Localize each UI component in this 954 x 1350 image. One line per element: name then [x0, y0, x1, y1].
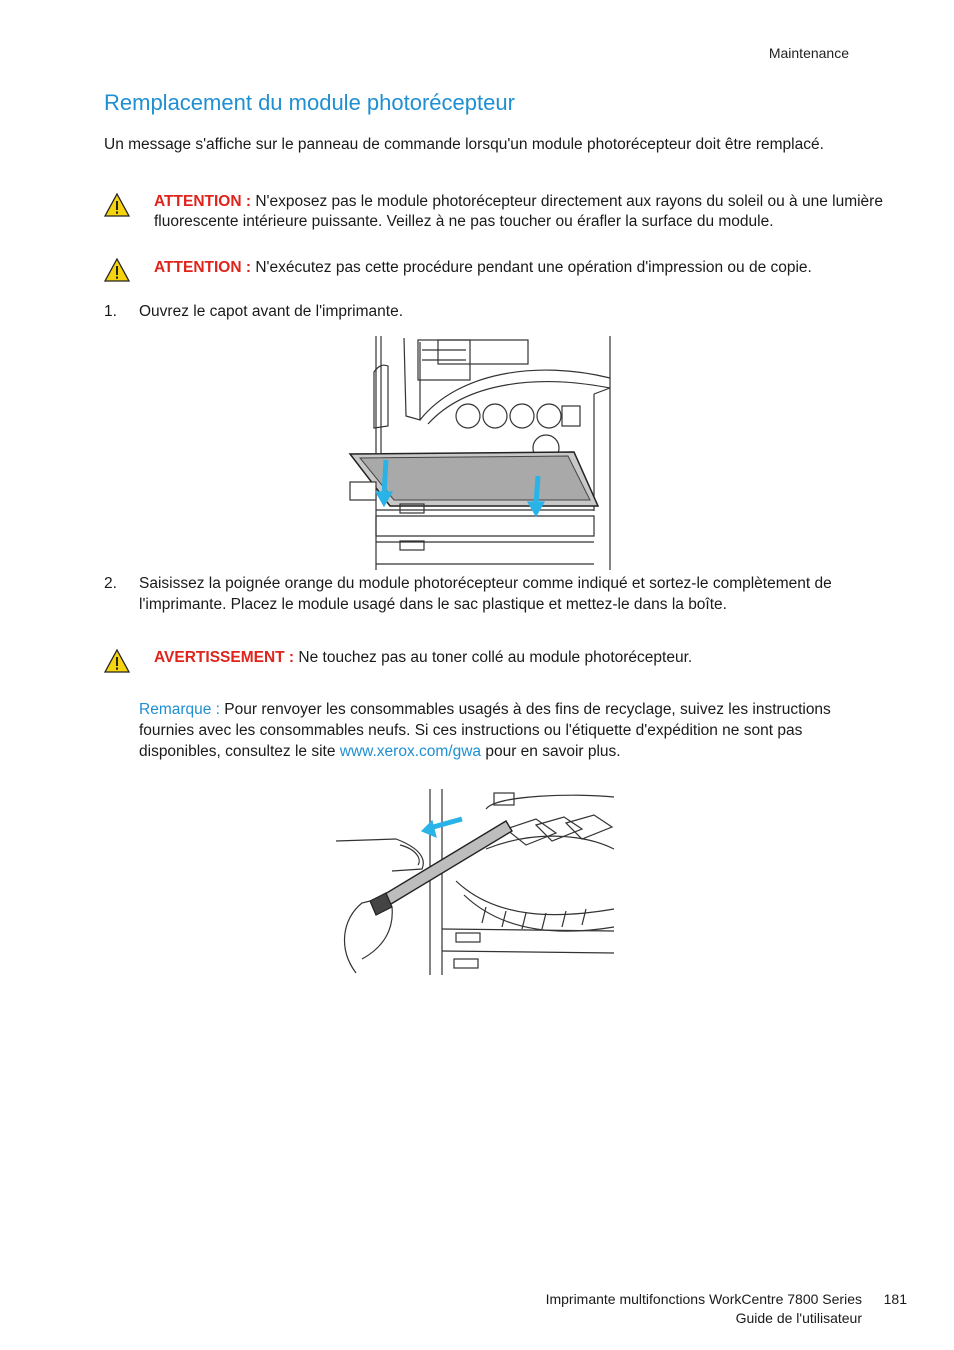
intro-paragraph: Un message s'affiche sur le panneau de commande lorsqu'un module photorécepteur doit être remplacé. — [104, 136, 824, 153]
running-header: Maintenance — [768, 45, 849, 61]
page-title: Remplacement du module photorécepteur — [104, 90, 515, 115]
caution-label: ATTENTION : — [154, 193, 252, 210]
step-number: 2. — [104, 575, 117, 592]
caution-block-1 — [104, 191, 894, 235]
step-2 — [104, 573, 854, 639]
step-text: Ouvrez le capot avant de l'imprimante. — [139, 303, 403, 320]
caution-block-2 — [104, 256, 894, 284]
note-label: Remarque : — [139, 701, 220, 718]
warning-text: AVERTISSEMENT : Ne touchez pas au toner collé au module photorécepteur. — [154, 649, 693, 666]
printer-front-cover-illustration — [348, 336, 616, 570]
page-footer — [545, 1290, 907, 1328]
warning-label: AVERTISSEMENT : — [154, 649, 295, 666]
step-number: 1. — [104, 303, 117, 320]
warning-triangle-icon — [104, 258, 130, 282]
warning-triangle-icon — [104, 649, 130, 673]
caution-text-1: ATTENTION : N'exposez pas le module photorécepteur directement aux rayons du soleil ou à une lumière fluorescente intérieure puissante. Veillez à ne pas toucher ou érafler la surface du module. — [154, 193, 883, 230]
footer-product: Imprimante multifonctions WorkCentre 7800 Series — [545, 1291, 862, 1307]
footer-guide: Guide de l'utilisateur — [735, 1310, 862, 1326]
warning-block — [104, 647, 894, 675]
step-1 — [104, 301, 854, 323]
caution-text-2: ATTENTION : N'exécutez pas cette procédure pendant une opération d'impression ou de copie. — [154, 259, 812, 276]
page-number: 181 — [883, 1291, 907, 1307]
warning-triangle-icon — [104, 193, 130, 217]
step-text: Saisissez la poignée orange du module photorécepteur comme indiqué et sortez-le complètement de l'imprimante. Placez le module usagé dans le sac plastique et mettez-le dans la boîte. — [139, 575, 832, 613]
caution-label: ATTENTION : — [154, 259, 252, 276]
drum-cartridge-removal-illustration — [336, 789, 616, 975]
note-paragraph: Remarque : Pour renvoyer les consommables usagés à des fins de recyclage, suivez les instructions fournies avec les consommables neufs. Si ces instructions ou l'étiquette d'expédition ne sont pas disponibles, consultez le site www.xerox.com/gwa pour en savoir plus. — [139, 701, 831, 760]
xerox-recycling-link[interactable]: www.xerox.com/gwa — [339, 743, 482, 760]
